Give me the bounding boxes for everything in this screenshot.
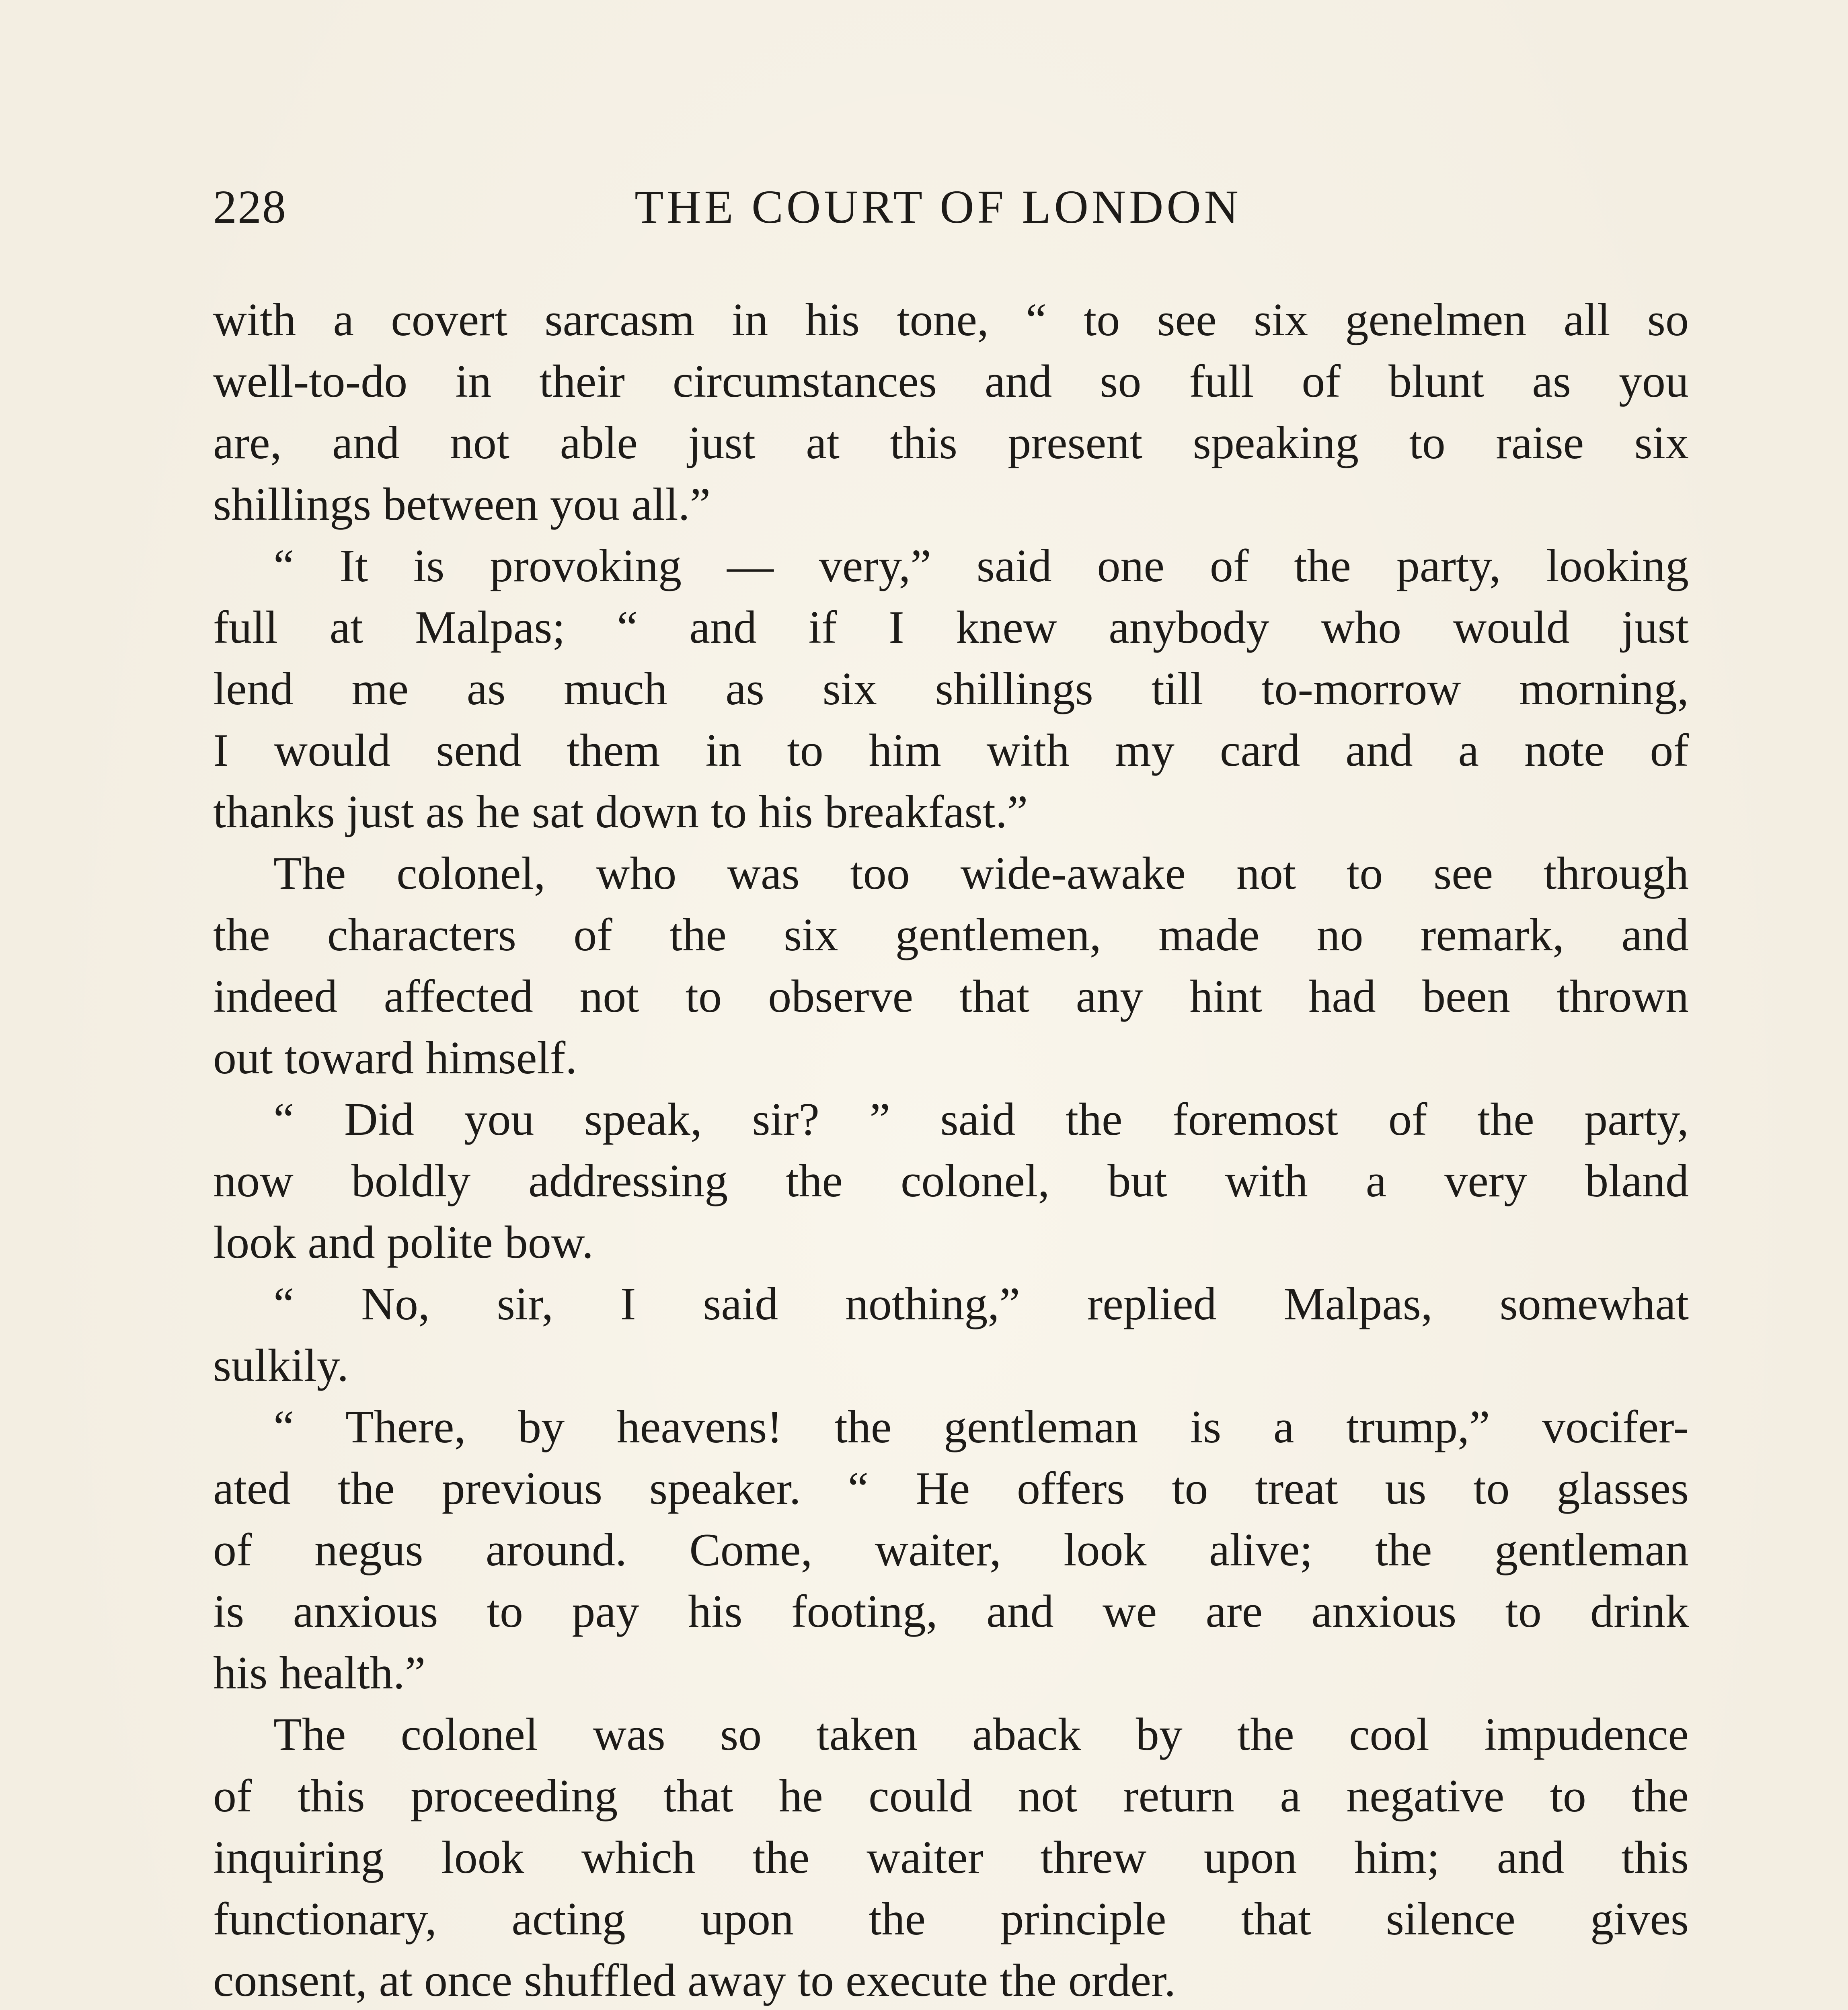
running-title: THE COURT OF LONDON [634,180,1242,233]
text-line: “ Did you speak, sir? ” said the foremost of the party, [273,1094,1689,1145]
text-line: sulkily. [213,1340,349,1391]
text-line: well-to-do in their circumstances and so full of blunt as you [213,356,1689,407]
text-line: functionary, acting upon the principle that silence gives [213,1893,1689,1945]
text-line: “ There, by heavens! the gentleman is a trump,” vocifer- [273,1401,1689,1453]
text-line: The colonel, who was too wide-awake not to see through [273,848,1689,899]
text-line: out toward himself. [213,1032,577,1084]
text-line: is anxious to pay his footing, and we are anxious to drink [213,1586,1689,1637]
text-line: consent, at once shuffled away to execute the order. [213,1955,1176,2006]
text-line: full at Malpas; “ and if I knew anybody who would just [213,602,1689,653]
text-line: now boldly addressing the colonel, but with a very bland [213,1155,1689,1207]
text-line: thanks just as he sat down to his breakfast.” [213,786,1028,838]
text-line: lend me as much as six shillings till to-morrow morning, [213,663,1689,715]
text-line: indeed affected not to observe that any hint had been thrown [213,971,1689,1022]
text-line: The colonel was so taken aback by the cool impudence [273,1709,1689,1760]
text-line: “ No, sir, I said nothing,” replied Malpas, somewhat [273,1278,1689,1330]
text-line: of negus around. Come, waiter, look alive; the gentleman [213,1524,1689,1576]
text-line: of this proceeding that he could not return a negative to the [213,1770,1689,1822]
text-line: are, and not able just at this present speaking to raise six [213,417,1689,469]
text-line: “ It is provoking — very,” said one of the party, looking [273,540,1689,592]
text-line: inquiring look which the waiter threw upon him; and this [213,1832,1689,1883]
running-head [213,173,1663,241]
body-text [213,289,1689,2010]
text-line: look and polite bow. [213,1217,594,1268]
text-line: I would send them in to him with my card and a note of [213,725,1689,776]
text-line: shillings between you all.” [213,479,711,530]
text-line: his health.” [213,1647,426,1699]
text-line: the characters of the six gentlemen, made no remark, and [213,909,1689,961]
text-line: with a covert sarcasm in his tone, “ to see six genelmen all so [213,294,1689,346]
page-number: 228 [213,180,287,233]
text-line: ated the previous speaker. “ He offers to treat us to glasses [213,1463,1689,1514]
